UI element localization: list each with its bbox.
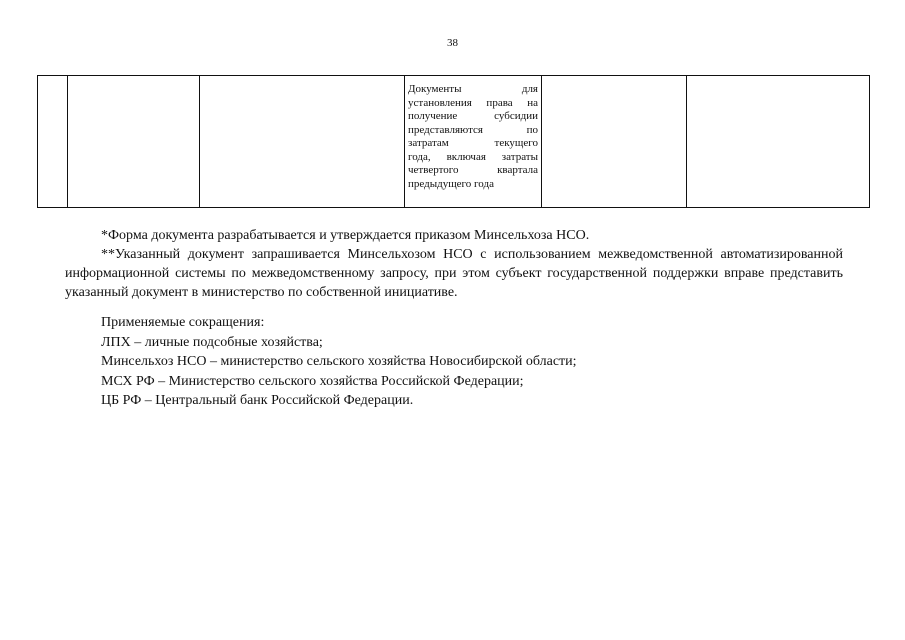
abbreviation-item: Минсельхоз НСО – министерство сельского хозяйства Новосибирской области; (101, 354, 577, 369)
cell-line: установления права на (408, 96, 538, 109)
table-cell-6 (687, 76, 870, 208)
table-cell-5 (542, 76, 687, 208)
table-cell-1 (38, 76, 68, 208)
cell-line: представляются по (408, 123, 538, 136)
abbreviation-item: МСХ РФ – Министерство сельского хозяйства Российской Федерации; (101, 373, 524, 389)
table-cell-3 (200, 76, 405, 208)
table-cell-2 (68, 76, 200, 208)
cell-line: затратам текущего (408, 137, 538, 149)
abbreviation-item: ЦБ РФ – Центральный банк Российской Федерации. (101, 393, 414, 408)
footnote-2: **Указанный документ запрашивается Минсельхозом НСО с использованием межведомственной автоматизированной информационной системы по межведомственному запросу, при этом субъект государственной поддержки вправе представить указанный документ в министерство по собственной инициативе. (65, 247, 843, 300)
abbreviations-section (65, 313, 843, 411)
footnote-1: *Форма документа разрабатывается и утверждается приказом Минсельхоза НСО. (101, 228, 590, 243)
footnotes (65, 226, 843, 302)
page-number: 38 (447, 37, 458, 49)
document-table (37, 75, 870, 208)
table-row (38, 76, 870, 208)
cell-line: предыдущего года (408, 177, 494, 190)
documents-cell-text (405, 76, 541, 191)
abbreviations-heading: Применяемые сокращения: (101, 315, 265, 330)
abbreviation-item: ЛПХ – личные подсобные хозяйства; (101, 334, 323, 350)
cell-line: четвертого квартала (408, 164, 538, 176)
cell-line: Документы для (408, 83, 538, 95)
table-cell-documents (405, 76, 542, 208)
cell-line: года, включая затраты (408, 150, 538, 163)
cell-line: получение субсидии (408, 110, 538, 122)
